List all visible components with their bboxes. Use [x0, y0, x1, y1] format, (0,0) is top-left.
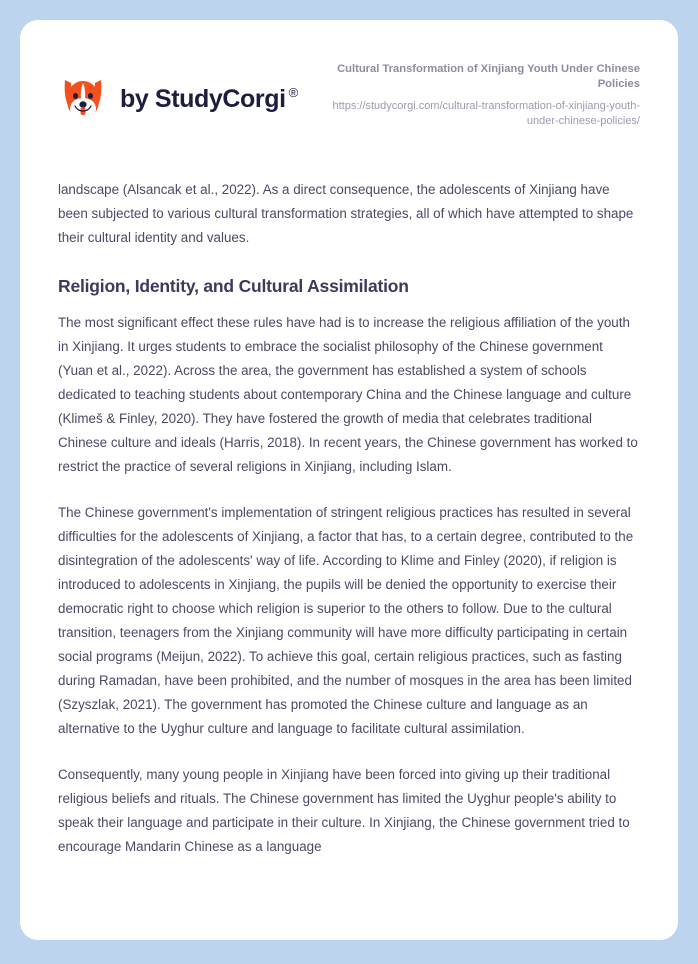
page-title: Cultural Transformation of Xinjiang Youth Under Chinese Policies	[337, 63, 640, 91]
document-body	[20, 130, 678, 859]
corgi-face-icon	[58, 74, 108, 124]
registered-trademark-icon: ®	[288, 84, 298, 100]
document-page-card	[20, 20, 678, 940]
studycorgi-brand-logo[interactable]	[58, 62, 298, 124]
document-meta	[298, 62, 640, 130]
body-paragraph: The Chinese government's implementation of stringent religious practices has resulted in several difficulties for the adolescents of Xinjiang, a factor that has, to a certain degree, contributed to the disintegration of the adolescents' way of life. According to Klime and Finley (2020), if religion is introduced to adolescents in Xinjiang, the pupils will be denied the opportunity to exercise their democratic right to choose which religion is superior to the others to follow. Due to the cultural transition, teenagers from the Xinjiang community will have more difficulty participating in certain social programs (Meijun, 2022). To achieve this goal, certain religious practices, such as fasting during Ramadan, have been prohibited, and the number of mosques in the area has been limited (Szyszlak, 2021). The government has promoted the Chinese culture and language as an alternative to the Uyghur culture and language to facilitate cultural assimilation.	[58, 504, 634, 736]
document-header	[20, 20, 678, 130]
brand-name-text: by StudyCorgi	[120, 84, 286, 113]
intro-paragraph: landscape (Alsancak et al., 2022). As a direct consequence, the adolescents of Xinjiang have been subjected to various cultural transformation strategies, all of which have attempted to shape their cultural identity and values.	[58, 181, 634, 245]
source-url[interactable]: https://studycorgi.com/cultural-transformation-of-xinjiang-youth-under-chinese-policies/	[332, 99, 640, 128]
section-heading: Religion, Identity, and Cultural Assimilation	[58, 275, 409, 296]
body-paragraph: The most significant effect these rules have had is to increase the religious affiliation of the youth in Xinjiang. It urges students to embrace the socialist philosophy of the Chinese government (Yuan et al., 2022). Across the area, the government has established a system of schools dedicated to teaching students about contemporary China and the Chinese language and culture (Klimeš & Finley, 2020). They have fostered the growth of media that celebrates traditional Chinese culture and ideals (Harris, 2018). In recent years, the Chinese government has worked to restrict the practice of several religions in Xinjiang, including Islam.	[58, 314, 638, 474]
body-paragraph: Consequently, many young people in Xinjiang have been forced into giving up their traditional religious beliefs and rituals. The Chinese government has limited the Uyghur people's ability to speak their language and participate in their culture. In Xinjiang, the Chinese government tried to encourage Mandarin Chinese as a language	[58, 766, 630, 854]
brand-wordmark	[120, 85, 298, 114]
